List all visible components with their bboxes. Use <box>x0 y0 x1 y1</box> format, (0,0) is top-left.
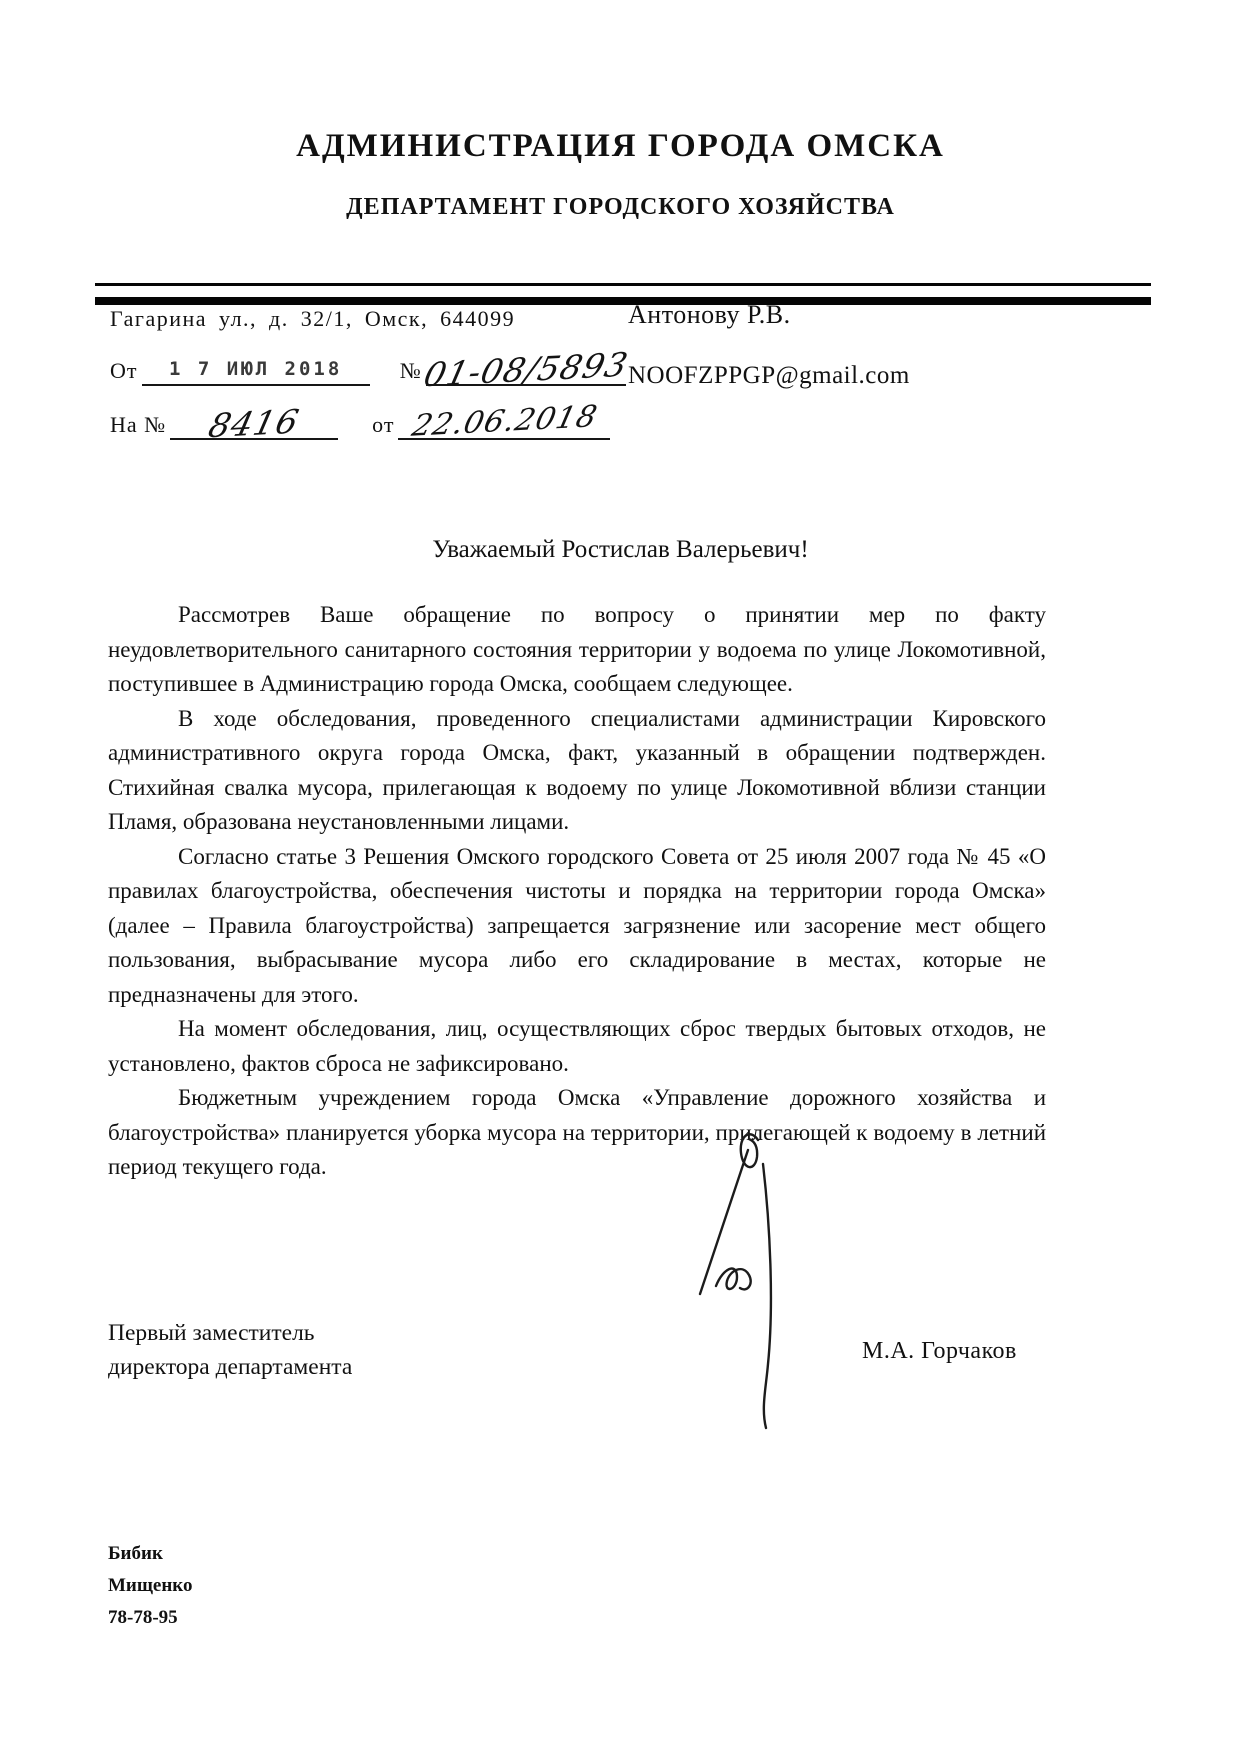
letter-body <box>108 598 1046 1185</box>
signer-name: М.А. Горчаков <box>862 1338 1017 1364</box>
reply-date-label: от <box>372 412 395 437</box>
outgoing-ref-row <box>110 344 632 395</box>
incoming-date-field <box>398 399 610 444</box>
from-label: От <box>110 358 138 383</box>
paragraph: На момент обследования, лиц, осуществляющих сброс твердых бытовых отходов, не установлено, фактов сброса не зафиксировано. <box>108 1016 1046 1076</box>
executor-phone: 78-78-95 <box>108 1607 178 1628</box>
paragraph: Согласно статье 3 Решения Омского городского Совета от 25 июля 2007 года № 45 «О правилах благоустройства, обеспечения чистоты и порядка на территории города Омска» (далее – Правила благоустройства) запрещается загрязнение или засорение мест общего пользования, выбрасывание мусора либо его складирование в местах, которые не предназначены для этого. <box>108 843 1046 1007</box>
letterhead-rule-thin <box>95 283 1151 286</box>
date-stamp: 1 7 ИЮЛ 2018 <box>169 358 343 380</box>
recipient-name: Антонову Р.В. <box>628 300 791 329</box>
salutation: Уважаемый Ростислав Валерьевич! <box>432 536 809 563</box>
incoming-number-field <box>170 401 338 446</box>
department-name: ДЕПАРТАМЕНТ ГОРОДСКОГО ХОЗЯЙСТВА <box>346 194 895 220</box>
executor-name-1: Бибик <box>108 1543 163 1564</box>
letterhead-rule-thick <box>95 297 1151 305</box>
organization-name: АДМИНИСТРАЦИЯ ГОРОДА ОМСКА <box>296 128 945 164</box>
outgoing-number-handwriting: 01-08/5893 <box>419 344 632 395</box>
recipient-email: NOOFZPPGP@gmail.com <box>628 362 910 389</box>
date-stamp-field <box>142 356 370 386</box>
signer-position-line2: директора департамента <box>108 1354 353 1380</box>
paragraph: Рассмотрев Ваше обращение по вопросу о принятии мер по факту неудовлетворительного санитарного состояния территории у водоема по улице Локомотивной, поступившее в Администрацию города Омска, сообщаем следующее. <box>108 602 1046 696</box>
outgoing-number-field <box>419 344 632 395</box>
paragraph: В ходе обследования, проведенного специалистами администрации Кировского административного округа города Омска, факт, указанный в обращении подтвержден. Стихийная свалка мусора, прилегающая к водоему по улице Локомотивной вблизи станции Пламя, образована неустановленными лицами. <box>108 705 1046 834</box>
reference-block <box>110 306 632 446</box>
reply-label: На № <box>110 412 167 437</box>
signer-position <box>108 1316 352 1384</box>
paragraph: Бюджетным учреждением города Омска «Управление дорожного хозяйства и благоустройства» планируется уборка мусора на территории, прилегающей к водоему в летний период текущего года. <box>108 1085 1046 1179</box>
sender-address: Гагарина ул., д. 32/1, Омск, 644099 <box>110 306 516 331</box>
recipient-block <box>628 300 910 390</box>
incoming-date-handwriting: 22.06.2018 <box>408 399 601 444</box>
executors-block <box>108 1538 193 1634</box>
incoming-number-handwriting: 8416 <box>204 401 304 446</box>
signer-position-line1: Первый заместитель <box>108 1320 315 1346</box>
number-label: № <box>399 358 422 383</box>
executor-name-2: Мищенко <box>108 1575 193 1596</box>
incoming-ref-row <box>110 399 630 446</box>
handwritten-signature <box>686 1126 808 1434</box>
